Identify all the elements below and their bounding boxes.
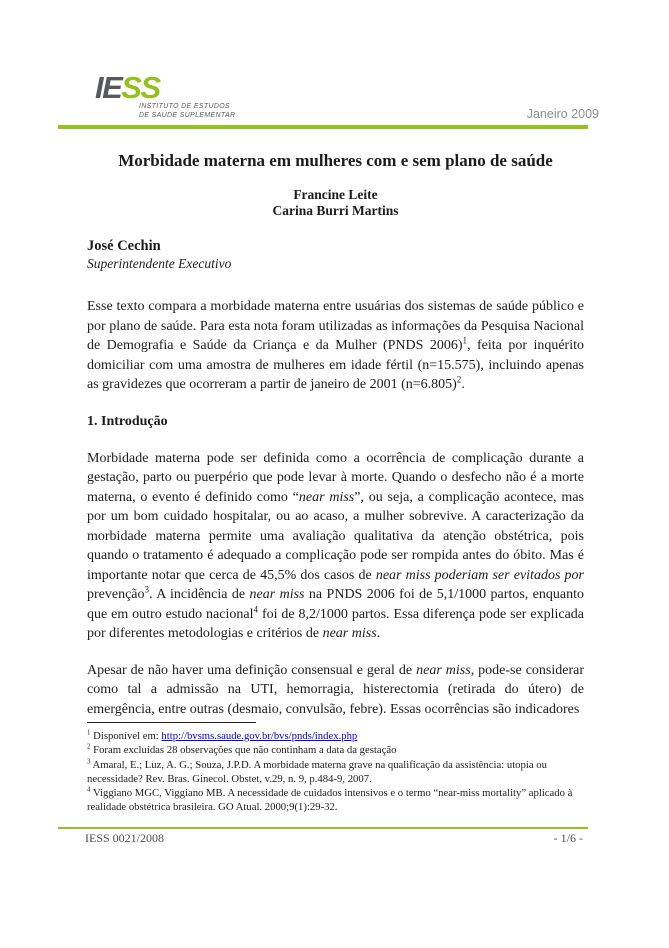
paragraph-abstract: Esse texto compara a morbidade materna entre usuárias dos sistemas de saúde público e por plano de saúde. Para esta nota foram utilizadas as informações da Pesquisa Nacional de Demografia e Saúde da Criança e da Mulher (PNDS 2006)$^1$, feita por inquérito domiciliar com uma amostra de mulheres em idade fértil (n=15.575), incluindo apenas as gravidezes que ocorreram a partir de janeiro de 2001 (n=6.805)$^2$.	[87, 299, 584, 392]
footnote-2: $^2$ Foram excluídas 28 observações que não continham a data da gestação	[87, 742, 397, 757]
paragraph-intro-1: Morbidade materna pode ser definida como a ocorrência de complicação durante a gestação, parto ou puerpério que pode levar à morte. Quando o desfecho não é a morte materna, o evento é definido como “near miss”, ou seja, a complicação acontece, mas por um bom cuidado hospitalar, ou ao acaso, a mulher sobrevive. A caracterização da morbidade materna permite uma avaliação qualitativa da atenção obstétrica, pois quando o tratamento é adequado a complicação pode ser rompida antes do óbito. Mas é importante notar que cerca de 45,5% dos casos de near miss poderiam ser evitados por prevenção$^3$. A incidência de near miss na PNDS 2006 foi de 5,1/1000 partos, enquanto que em outro estudo nacional$^4$ foi de 8,2/1000 partos. Essa diferença pode ser explicada por diferentes metodologias e critérios de near miss.	[87, 450, 584, 641]
footnote-3: $^3$ Amaral, E.; Luz, A. G.; Souza, J.P.D. A morbidade materna grave na qualificação da assistência: utopia ou necessidade? Rev. Bras. Ginecol. Obstet, v.29, n. 9, p.484-9, 2007.	[87, 757, 547, 785]
logo-text-ss: SS	[121, 70, 160, 105]
logo-subtitle-line1: INSTITUTO DE ESTUDOS	[139, 103, 230, 110]
logo-subtitle-line2: DE SAÚDE SUPLEMENTAR	[139, 111, 236, 119]
footer-row	[85, 831, 583, 846]
header-rule	[58, 125, 588, 129]
authors	[87, 187, 584, 218]
signatory-name: José Cechin	[87, 238, 161, 254]
header-date: Janeiro 2009	[526, 107, 599, 121]
paragraph-intro-2: Apesar de não haver uma definição consensual e geral de near miss, pode-se considerar como tal a admissão na UTI, hemorragia, histerectomia (retirada do útero) de emergência, entre outras (desmaio, convulsão, febre). Essas ocorrências são indicadores	[87, 662, 585, 717]
footnote-separator	[87, 722, 256, 723]
footnote-1: $^1$ Disponível em: http://bvsms.saude.gov.br/bvs/pnds/index.php	[87, 728, 358, 742]
document-title: Morbidade materna em mulheres com e sem plano de saúde	[118, 151, 553, 170]
section-heading-introducao: 1. Introdução	[87, 413, 168, 429]
footnote-link[interactable]: http://bvsms.saude.gov.br/bvs/pnds/index.php	[161, 730, 358, 742]
signatory	[87, 237, 584, 272]
author-name: Carina Burri Martins	[272, 202, 399, 218]
footer-doc-id: IESS 0021/2008	[85, 831, 165, 845]
footnote-4: $^4$ Viggiano MGC, Viggiano MB. A necessidade de cuidados intensivos e o termo “near-miss mortality” aplicado à realidade obstétrica brasileira. GO Atual. 2000;9(1):29-32.	[87, 785, 573, 814]
logo-subtitle	[139, 103, 235, 120]
document-body	[87, 150, 584, 736]
footer-page-number: - 1/6 -	[553, 831, 583, 845]
iess-logo	[95, 70, 236, 120]
logo-wordmark	[95, 70, 235, 105]
signatory-role: Superintendente Executivo	[87, 256, 232, 271]
footnotes	[87, 722, 584, 815]
author-name: Francine Leite	[293, 187, 378, 202]
footer-rule	[58, 827, 588, 829]
logo-text-ie: IE	[95, 70, 122, 105]
